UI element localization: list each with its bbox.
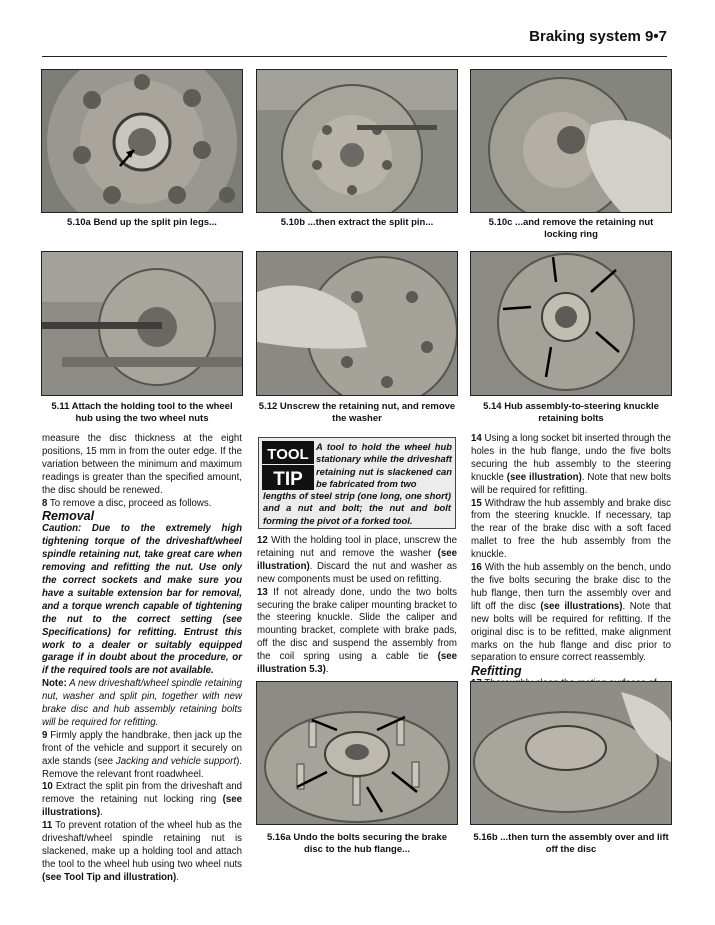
step-15: 15 Withdraw the hub assembly and brake disc from the steering knuckle. If necessary, tap the rear of the brake disc with a soft faced mallet to free the hub assembly from the knuckle.: [471, 497, 671, 561]
retaining-nut-photo: [257, 252, 457, 395]
photo-5-10b: [257, 70, 457, 212]
photo-5-10c: [471, 70, 671, 212]
tool-tip-text-rest: lengths of steel strip (one long, one short) and a nut and bolt; the nut and bolt forming the pivot of a forked tool.: [263, 490, 451, 526]
step-10: 10 Extract the split pin from the driveshaft and remove the retaining nut locking ring (see illustrations).: [42, 781, 242, 819]
heading-refitting: Refitting: [471, 664, 522, 679]
header-rule: [42, 56, 667, 57]
step-13: 13 If not already done, undo the two bolts securing the brake caliper mounting bracket to the steering knuckle. Slide the caliper and mounting bracket, complete with brake pads, off the disc and suspend the assembly from the coil spring using a cable tie (see illustration 5.3).: [257, 586, 457, 676]
caution-paragraph: Caution: Due to the extremely high tightening torque of the driveshaft/wheel spindle retaining nut, take great care when removing and refitting the nut. Use only the correct sockets and make sure you have a suitable extension bar for removal, and a torque wrench capable of tightening the nut to the correct setting (see Specifications) for refitting. Entrust this work to a dealer or suitably equipped garage if in doubt about the procedure, or if the required tools are not available.: [42, 523, 242, 677]
tool-tip-box: [258, 437, 456, 529]
step-9: 9 Firmly apply the handbrake, then jack up the front of the vehicle and support it securely on axle stands (see Jacking and vehicle support). Remove the relevant front roadwheel.: [42, 729, 242, 780]
caption-5-10c: 5.10c ...and remove the retaining nut locking ring: [488, 217, 654, 240]
step-16: 16 With the hub assembly on the bench, undo the five bolts securing the brake disc to the hub flange, then turn the assembly over and lift off the disc (see illustrations). Note that new bolts will be required for refitting. If the original disc is to be refitted, make alignment marks on the hub flange and disc prior to separation to ensure correct reassembly.: [471, 562, 672, 664]
holding-tool-photo: [42, 252, 242, 395]
caption-5-11: 5.11 Attach the holding tool to the wheel hub using the two wheel nuts: [51, 401, 233, 424]
photo-5-16b: [471, 682, 671, 824]
disc-bolts-photo: [257, 682, 457, 824]
step-12: 12 With the holding tool in place, unscrew the retaining nut and remove the washer (see illustration). Discard the nut and washer as new components must be used on refitting.: [257, 535, 457, 585]
caption-5-10a: 5.10a Bend up the split pin legs...: [67, 217, 217, 228]
text-column-1: [42, 433, 242, 885]
locking-ring-photo: [471, 70, 671, 212]
text-column-2: [257, 535, 457, 677]
step-11: 11 To prevent rotation of the wheel hub as the driveshaft/wheel spindle retaining nut is slackened, make up a holding tool and attach the tool to the wheel hub using two wheel nuts (see Tool Tip and illustration).: [42, 820, 242, 883]
hub-bolts-photo: [471, 252, 671, 395]
disc-lift-photo: [471, 682, 671, 824]
intro-paragraph: measure the disc thickness at the eight positions, 15 mm in from the outer edge. If the variation between the minimum and maximum readings is greater than the specified amount, the disc should be renewed.: [42, 433, 242, 496]
page-header: [42, 22, 667, 56]
photo-5-12: [257, 252, 457, 395]
photo-5-11: [42, 252, 242, 395]
photo-5-16a: [257, 682, 457, 824]
heading-removal: Removal: [42, 509, 95, 524]
note-paragraph: Note: A new driveshaft/wheel spindle retaining nut, washer and split pin, together with new brake disc and hub assembly retaining bolts will be required for refitting.: [42, 678, 242, 728]
photo-5-10a: [42, 70, 242, 212]
tool-tip-logo: [262, 441, 314, 490]
step-14: 14 Using a long socket bit inserted through the holes in the hub flange, undo the five bolts securing the hub assembly to the steering knuckle (see illustration). Note that new bolts will be required for refitting.: [471, 433, 671, 496]
caption-5-10b: 5.10b ...then extract the split pin...: [280, 217, 434, 228]
tool-tip-text-head: A tool to hold the wheel hub stationary while the driveshaft retaining nut is slackened can be fabricated from two: [316, 441, 452, 490]
caption-5-16a: 5.16a Undo the bolts securing the brake disc to the hub flange...: [266, 832, 448, 855]
text-column-3: [471, 433, 671, 691]
hub-nut-photo: [42, 70, 242, 212]
tool-tip-logo-bottom: TIP: [273, 469, 303, 490]
tool-tip-logo-top: TOOL: [267, 446, 309, 463]
photo-5-14: [471, 252, 671, 395]
disc-split-pin-photo: [257, 70, 457, 212]
step-8: 8 To remove a disc, proceed as follows.: [42, 497, 212, 509]
caption-5-12: 5.12 Unscrew the retaining nut, and remove the washer: [258, 401, 456, 424]
caption-5-16b: 5.16b ...then turn the assembly over and lift off the disc: [473, 832, 669, 855]
caption-5-14: 5.14 Hub assembly-to-steering knuckle retaining bolts: [483, 401, 659, 424]
page-title: Braking system 9•7: [529, 28, 667, 45]
